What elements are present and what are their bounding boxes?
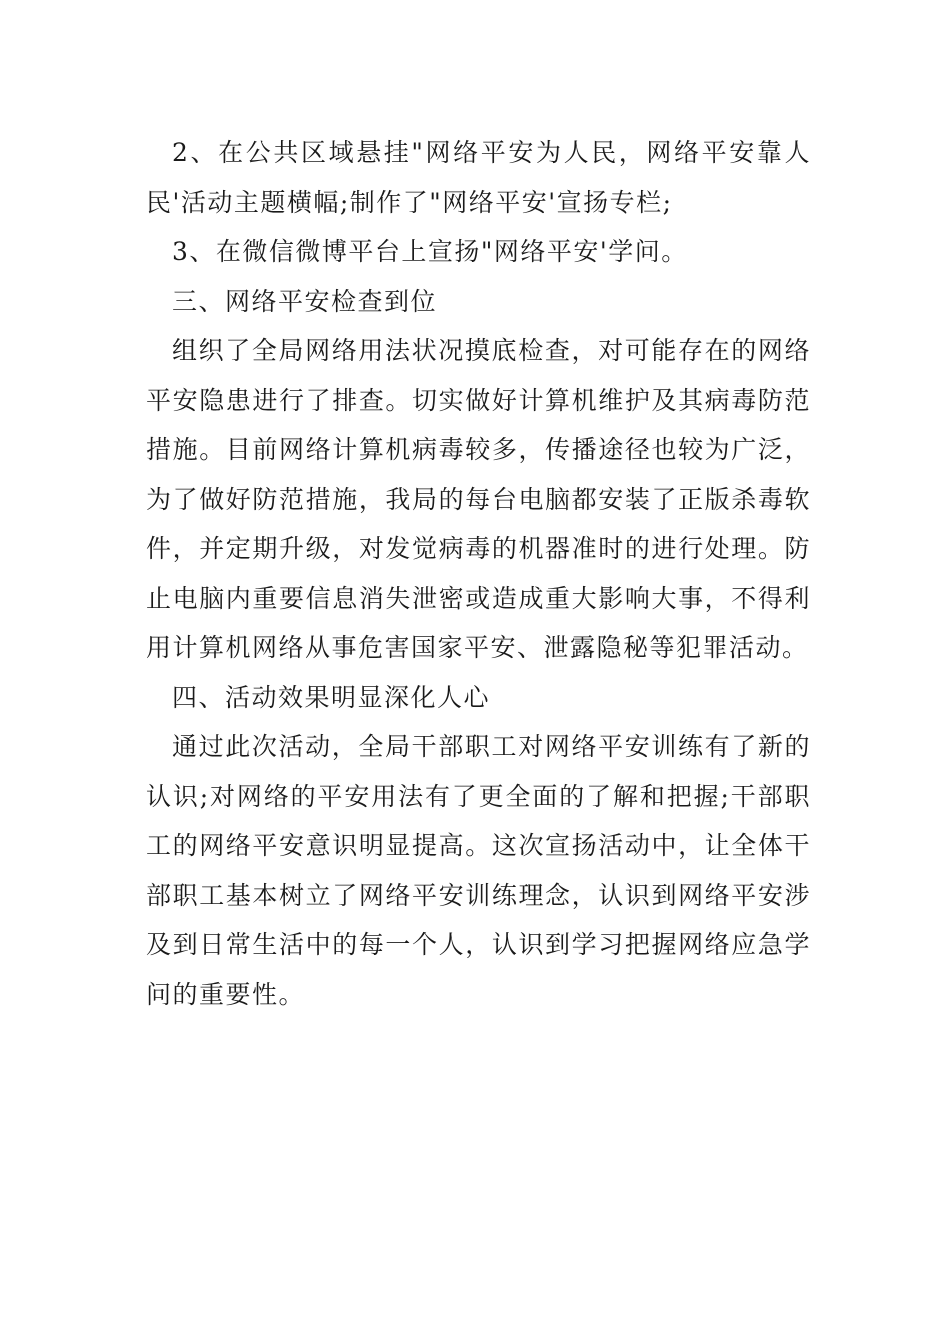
paragraph-effect: 通过此次活动，全局干部职工对网络平安训练有了新的认识;对网络的平安用法有了更全面的了解和把握;干部职工的网络平安意识明显提高。这次宣扬活动中，让全体干部职工基本树立了网络平安训练理念，认识到网络平安涉及到日常生活中的每一个人，认识到学习把握网络应急学问的重要性。 <box>146 732 811 1009</box>
section-heading-effect: 四、活动效果明显深化人心 <box>172 682 491 712</box>
paragraph-publicity-banner: 2、在公共区域悬挂"网络平安为人民，网络平安靠人民'活动主题横幅;制作了"网络平安'宣扬专栏; <box>146 138 811 217</box>
paragraph-inspection: 组织了全局网络用法状况摸底检查，对可能存在的网络平安隐患进行了排查。切实做好计算机维护及其病毒防范措施。目前网络计算机病毒较多，传播途径也较为广泛，为了做好防范措施，我局的每台电脑都安装了正版杀毒软件，并定期升级，对发觉病毒的机器准时的进行处理。防止电脑内重要信息消失泄密或造成重大影响大事，不得利用计算机网络从事危害国家平安、泄露隐秘等犯罪活动。 <box>146 336 811 662</box>
section-heading-inspection: 三、网络平安检查到位 <box>172 286 438 316</box>
document-body <box>146 128 811 1019</box>
paragraph-wechat-weibo: 3、在微信微博平台上宣扬"网络平安'学问。 <box>172 237 688 266</box>
